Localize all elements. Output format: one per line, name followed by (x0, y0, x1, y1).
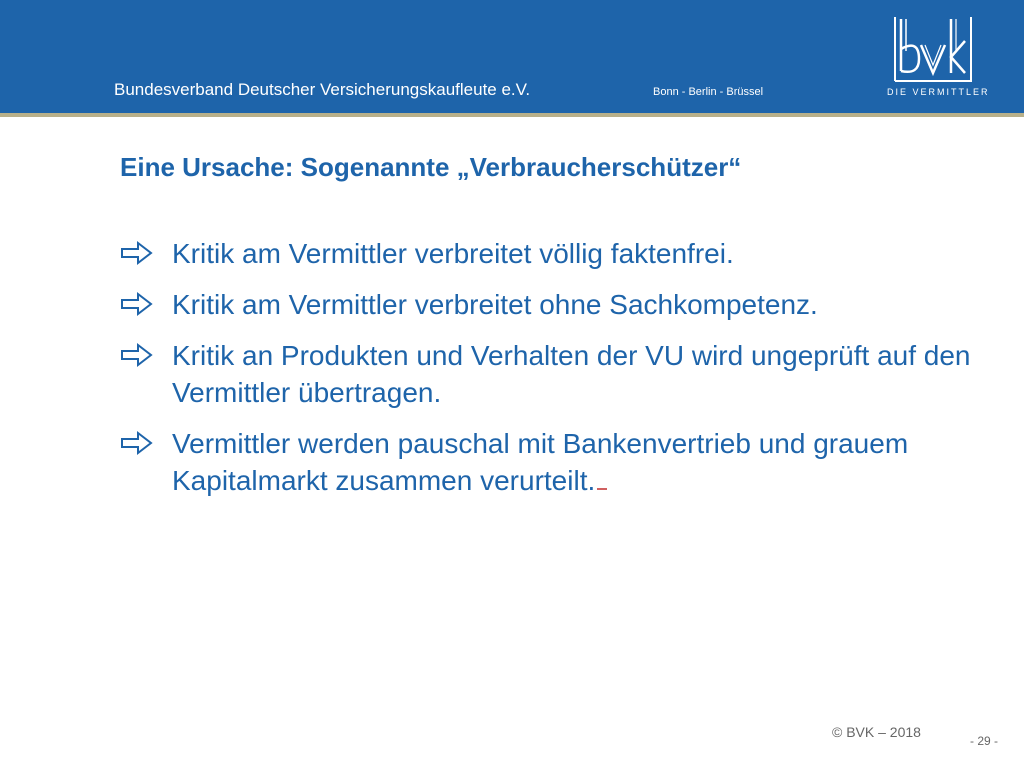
logo-tagline: DIE VERMITTLER (887, 87, 990, 97)
bullet-list (120, 235, 980, 513)
office-locations: Bonn - Berlin - Brüssel (653, 86, 764, 98)
bullet-text: Kritik am Vermittler verbreitet ohne Sachkompetenz. (172, 289, 818, 320)
bullet-text (172, 425, 980, 499)
bullet-text: Kritik an Produkten und Verhalten der VU wird ungeprüft auf den Vermittler übertragen. (172, 340, 971, 408)
hollow-right-arrow-icon (120, 239, 154, 267)
hollow-right-arrow-icon (120, 290, 154, 318)
bullet-item (120, 425, 980, 499)
slide-title: Eine Ursache: Sogenannte „Verbraucherschützer“ (120, 152, 742, 182)
page-number: - 29 - (970, 734, 999, 748)
bullet-item (120, 235, 980, 272)
bullet-item (120, 286, 980, 323)
bullet-item (120, 337, 980, 411)
hollow-right-arrow-icon (120, 429, 154, 457)
text-cursor-mark (597, 488, 607, 490)
header-divider (0, 113, 1024, 117)
organization-name: Bundesverband Deutscher Versicherungskaufleute e.V. (114, 80, 531, 99)
hollow-right-arrow-icon (120, 341, 154, 369)
copyright-notice: © BVK – 2018 (832, 724, 921, 740)
bullet-text-content: Vermittler werden pauschal mit Bankenvertrieb und grauem Kapitalmarkt zusammen verurteilt. (172, 428, 909, 496)
bullet-text: Kritik am Vermittler verbreitet völlig faktenfrei. (172, 238, 734, 269)
